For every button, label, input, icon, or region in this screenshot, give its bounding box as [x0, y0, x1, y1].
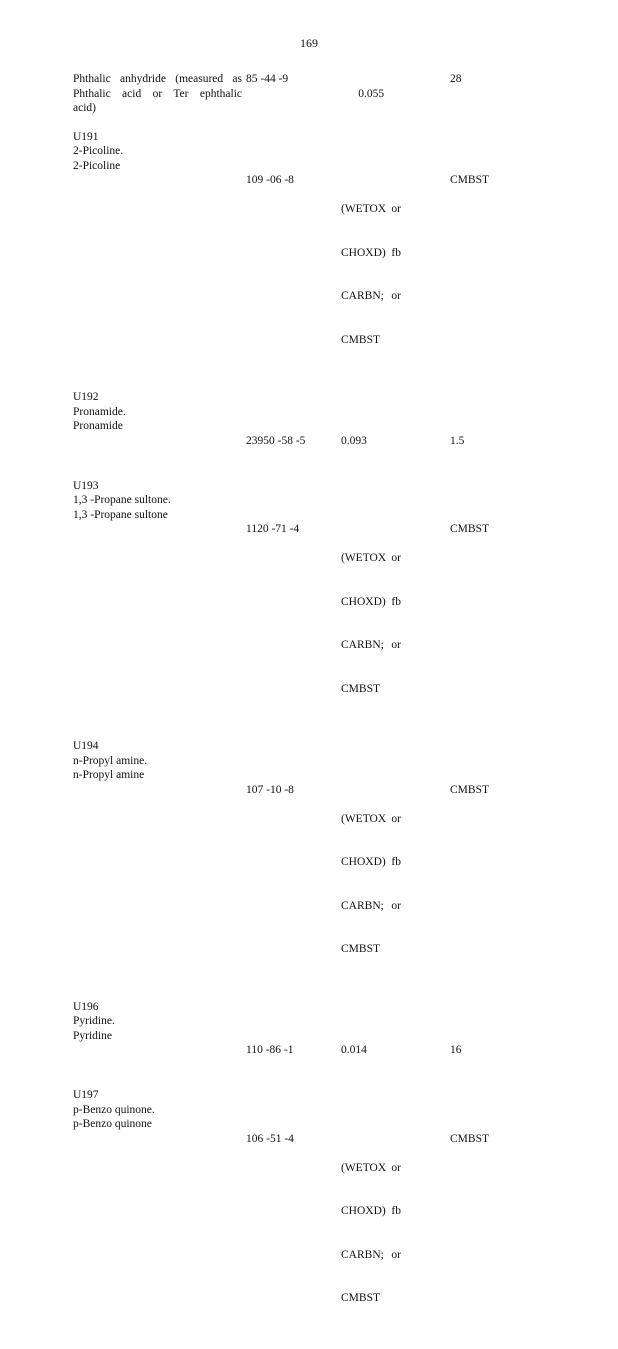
name-line: 2-Picoline	[73, 159, 121, 172]
table-row	[73, 739, 573, 986]
waste-description: p-Benzo quinone.	[73, 1103, 155, 1116]
table-row	[73, 72, 573, 116]
value-line: (WETOX or	[341, 812, 401, 825]
constituent-name	[73, 1000, 246, 1073]
nonwastewater-standard	[450, 479, 540, 726]
name-line: p-Benzo quinone	[73, 1118, 152, 1130]
ref-value: 16	[450, 1044, 462, 1056]
ref-value: CMBST	[450, 783, 489, 796]
waste-code: U192	[73, 391, 99, 403]
cas-value: 23950 -58 -5	[246, 434, 306, 447]
table-row	[73, 1088, 573, 1335]
name-line: Pronamide	[73, 420, 123, 432]
treatment-value	[341, 1088, 450, 1335]
value-line: CHOXD) fb	[341, 595, 401, 608]
cas-value: 1120 -71 -4	[246, 523, 300, 535]
treatment-value	[341, 739, 450, 986]
waste-description: 2-Picoline.	[73, 145, 124, 157]
value-line: CMBST	[341, 333, 380, 346]
constituent-name	[73, 390, 246, 463]
cas-number	[246, 1088, 341, 1335]
cas-value: 110 -86 -1	[246, 1044, 294, 1056]
constituent-name	[73, 479, 246, 726]
name-line: 1,3 -Propane sultone	[73, 508, 168, 521]
waste-description: Pronamide.	[73, 405, 126, 418]
value-line: CHOXD) fb	[341, 246, 401, 259]
cas-number: 85 -44 -9	[246, 73, 289, 85]
value-line: CMBST	[341, 1292, 380, 1304]
waste-code: U194	[73, 740, 99, 752]
cas-number	[246, 479, 341, 726]
value-line: 0.093	[341, 434, 367, 447]
value-line: CMBST	[341, 682, 380, 695]
value-line: (WETOX or	[341, 552, 401, 564]
table-row	[73, 479, 573, 726]
value-line: 0.014	[341, 1044, 367, 1056]
ref-value: CMBST	[450, 523, 489, 535]
waste-code: U196	[73, 1000, 99, 1013]
nonwastewater-standard	[450, 390, 540, 463]
name-line: Pyridine	[73, 1029, 112, 1042]
name-line: Phthalic acid or Ter ephthalic	[73, 87, 242, 100]
value-line: CARBN; or	[341, 290, 401, 302]
nonwastewater-standard	[450, 130, 540, 377]
constituent-name	[73, 130, 246, 377]
name-line: acid)	[73, 102, 96, 114]
value-line: CHOXD) fb	[341, 856, 401, 868]
nonwastewater-standard	[450, 739, 540, 986]
treatment-value	[341, 130, 450, 377]
value-line: 0.055	[358, 87, 385, 100]
nonwastewater-standard	[450, 1088, 540, 1335]
name-line: n-Propyl amine	[73, 769, 145, 781]
treatment-value	[341, 1000, 450, 1073]
table-row	[73, 1000, 573, 1073]
treatment-value	[341, 390, 450, 463]
ref-value: CMBST	[450, 1132, 489, 1145]
nonwastewater-standard	[450, 1000, 540, 1073]
waste-description: Pyridine.	[73, 1015, 115, 1027]
cas-number	[246, 1000, 341, 1073]
page-number: 169	[300, 36, 318, 50]
value-line: (WETOX or	[341, 203, 401, 215]
constituent-name	[73, 72, 246, 116]
waste-description: 1,3 -Propane sultone.	[73, 494, 171, 506]
ref-value: 1.5	[450, 434, 465, 447]
table-row	[73, 130, 573, 377]
cas-number	[246, 130, 341, 377]
value-line: CARBN; or	[341, 1248, 401, 1261]
ref-value: CMBST	[450, 174, 489, 186]
cas-value: 107 -10 -8	[246, 783, 294, 796]
value-line: CARBN; or	[341, 639, 401, 651]
value-line: CHOXD) fb	[341, 1205, 401, 1217]
treatment-value	[341, 72, 450, 116]
treatment-value	[341, 479, 450, 726]
waste-code: U193	[73, 479, 99, 492]
constituent-name	[73, 1088, 246, 1335]
cas-value: 109 -06 -8	[246, 174, 294, 186]
waste-description: n-Propyl amine.	[73, 754, 148, 767]
cas-number	[246, 739, 341, 986]
cas-number	[246, 390, 341, 463]
value-line: (WETOX or	[341, 1161, 401, 1174]
table-row	[73, 390, 573, 463]
value-line: CMBST	[341, 943, 380, 955]
value-line: CARBN; or	[341, 899, 401, 912]
waste-code-table	[73, 72, 573, 1349]
constituent-name	[73, 739, 246, 986]
cas-value: 106 -51 -4	[246, 1132, 294, 1145]
name-line: Phthalic anhydride (measured as	[73, 73, 242, 85]
waste-code: U197	[73, 1089, 99, 1101]
waste-code: U191	[73, 130, 99, 143]
nonwastewater-standard: 28	[450, 73, 462, 85]
